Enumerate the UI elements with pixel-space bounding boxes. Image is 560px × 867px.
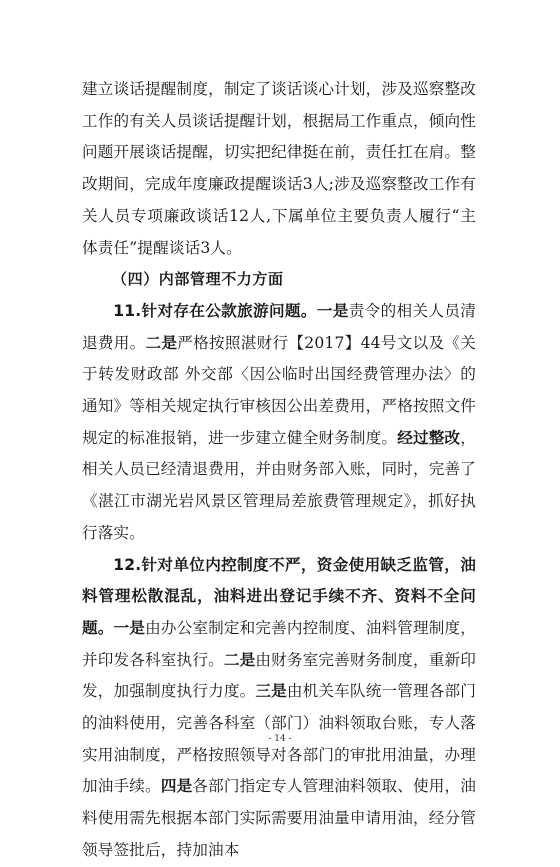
paragraph-item-12 [82, 550, 476, 867]
paragraph-intro-text: 建立谈话提醒制度，制定了谈话谈心计划，涉及巡察整改工作的有关人员谈话提醒计划，根据局工作重点，倾向性问题开展谈话提醒，切实把纪律挺在前，责任扛在肩。整改期间，完成年度廉政提醒谈话3人;涉及巡察整改工作有关人员专项廉政谈话12人,下属单位主要负责人履行“主体责任”提醒谈话3人。 [82, 80, 476, 257]
item-11-keyword-3: 经过整改 [397, 428, 461, 447]
page-number: - 14 - [268, 734, 292, 744]
item-12-text-2: 由财务室完善财务制度，重新印发，加强制度执行力度。 [82, 650, 476, 701]
item-12-keyword-4: 四是 [160, 777, 193, 796]
document-body [82, 74, 476, 867]
item-12-keyword-1: 一是 [113, 618, 146, 637]
item-12-keyword-2: 二是 [223, 650, 256, 669]
item-11-title: 11.针对存在公款旅游问题。 [113, 301, 317, 320]
item-11-text-2: 严格按照湛财行【2017】44号文以及《关于转发财政部 外交部〈因公临时出国经费管理办法〉的通知》等相关规定执行审核因公出差费用，严格按照文件规定的标准报销，进一步建立健全财务制度。 [82, 333, 476, 447]
item-12-keyword-3: 三是 [255, 682, 287, 701]
item-12-text-3: 由机关车队统一管理各部门的油料使用，完善各科室（部门）油料领取台账，专人落实用油制度，严格按照领导对各部门的审批用油量，办理加油手续。 [82, 682, 476, 796]
item-11-keyword-1: 一是 [316, 301, 349, 320]
paragraph-item-11 [82, 296, 476, 550]
item-12-title: 12.针对单位内控制度不严，资金使用缺乏监管，油料管理松散混乱，油料进出登记手续不齐、资料不全问题。 [82, 555, 476, 637]
item-11-text-1: 责令的相关人员清退费用。 [82, 301, 477, 352]
item-11-keyword-2: 二是 [145, 333, 178, 352]
section-heading: （四）内部管理不力方面 [112, 270, 284, 289]
item-12-text-1: 由办公室制定和完善内控制度、油料管理制度，并印发各科室执行。 [82, 618, 476, 669]
item-12-text-4: 各部门指定专人管理油料领取、使用，油料使用需先根据本部门实际需要用油量申请用油，经分管领导签批后，持加油本 [82, 777, 476, 859]
item-11-text-3: ，相关人员已经清退费用，并由财务部入账，同时，完善了《湛江市湖光岩风景区管理局差旅费管理规定》，抓好执行落实。 [82, 428, 476, 542]
paragraph-intro [82, 74, 476, 264]
